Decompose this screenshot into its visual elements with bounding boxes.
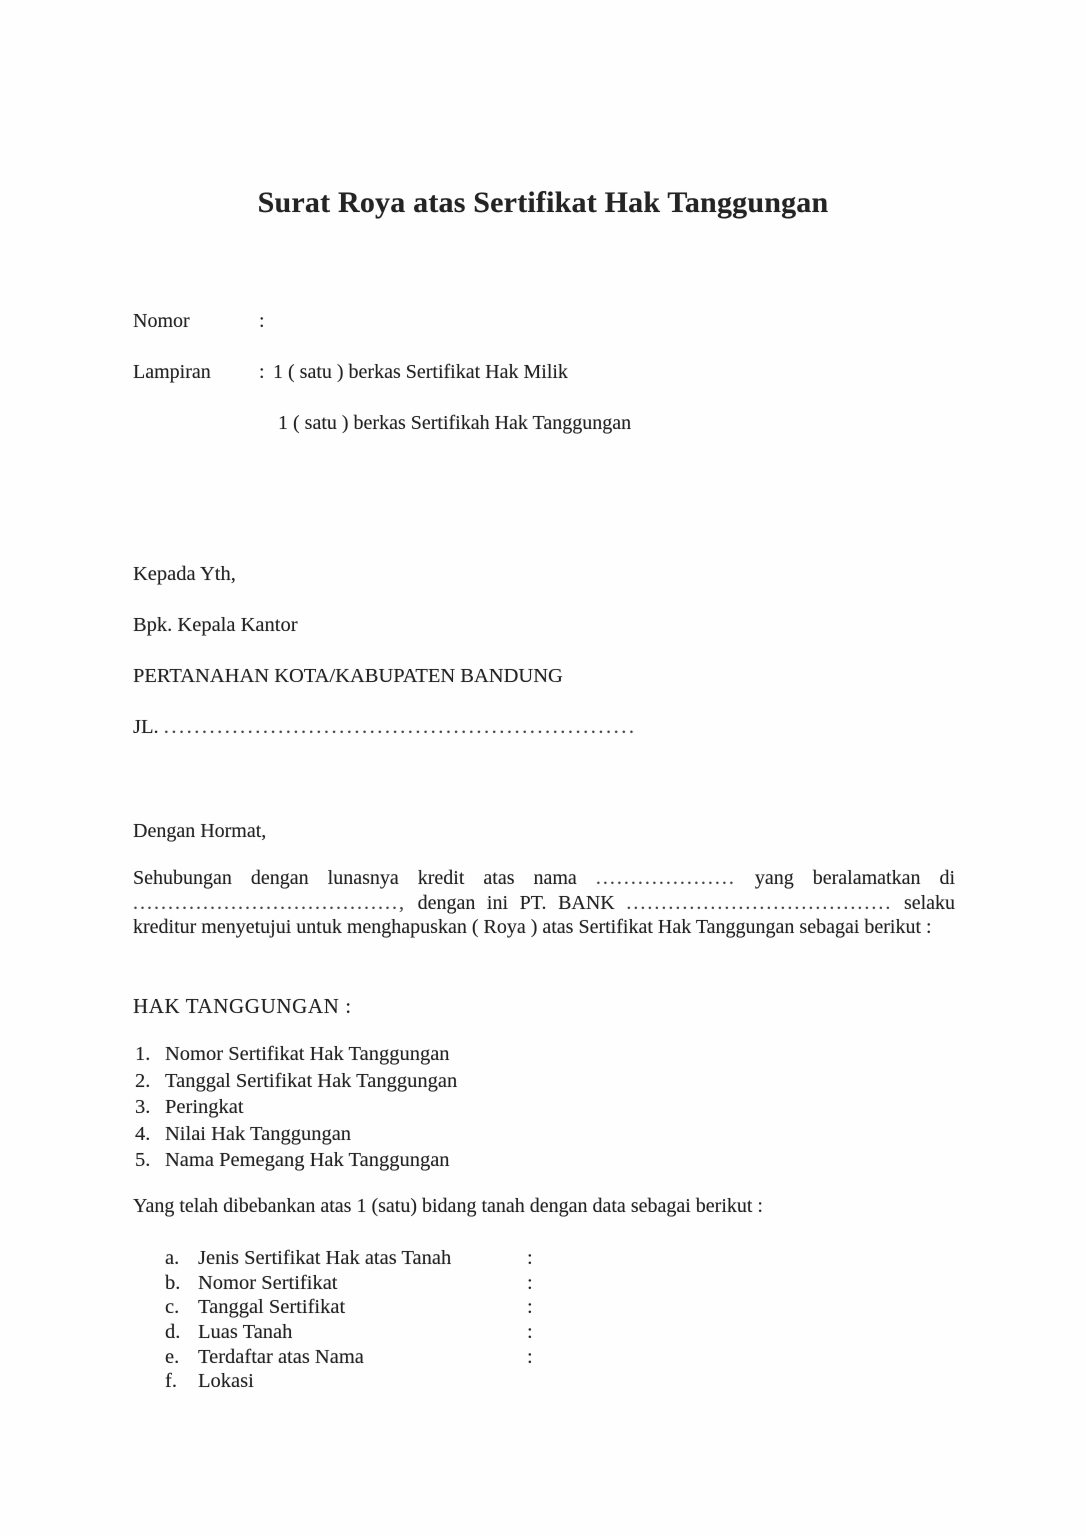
address-blank: ......................................, bbox=[133, 891, 406, 914]
list-item bbox=[135, 1149, 835, 1176]
nomor-label: Nomor bbox=[133, 310, 190, 332]
list-item bbox=[135, 1043, 835, 1070]
item-letter: a. bbox=[165, 1247, 180, 1269]
list-item bbox=[165, 1321, 685, 1346]
item-text: Tanggal Sertifikat Hak Tanggungan bbox=[165, 1069, 458, 1092]
land-data-list bbox=[165, 1247, 685, 1395]
document-title: Surat Roya atas Sertifikat Hak Tanggungan bbox=[257, 186, 829, 219]
item-separator: : bbox=[527, 1247, 533, 1269]
item-separator: : bbox=[527, 1296, 533, 1319]
land-data-intro: Yang telah dibebankan atas 1 (satu) bidang tanah dengan data sebagai berikut : bbox=[133, 1195, 763, 1217]
item-number: 3. bbox=[135, 1096, 151, 1119]
lampiran-separator: : bbox=[259, 361, 265, 383]
field-lampiran-line2 bbox=[278, 412, 963, 463]
street-blank-line: .............................................................. bbox=[163, 716, 637, 738]
nomor-separator: : bbox=[259, 310, 265, 332]
item-number: 4. bbox=[135, 1122, 151, 1145]
body-text-3: dengan ini PT. BANK bbox=[417, 891, 615, 914]
street-label: JL. bbox=[133, 716, 159, 738]
hak-tanggungan-heading: HAK TANGGUNGAN : bbox=[133, 994, 352, 1018]
list-item bbox=[165, 1346, 685, 1371]
salutation: Dengan Hormat, bbox=[133, 820, 267, 842]
body-text-4: selaku kreditur menyetujui untuk menghapuskan ( Roya ) atas Sertifikat Hak Tanggungan sebagai berikut : bbox=[133, 891, 956, 939]
recipient-block bbox=[133, 563, 963, 767]
body-paragraph bbox=[133, 866, 955, 940]
item-text: Luas Tanah bbox=[198, 1321, 293, 1344]
item-text: Tanggal Sertifikat bbox=[198, 1296, 346, 1319]
list-item bbox=[135, 1096, 835, 1123]
list-item bbox=[135, 1123, 835, 1150]
field-lampiran bbox=[133, 361, 963, 412]
list-item bbox=[135, 1070, 835, 1097]
item-number: 2. bbox=[135, 1069, 151, 1092]
bank-name-blank: ...................................... bbox=[626, 891, 893, 914]
list-item bbox=[165, 1296, 685, 1321]
item-number: 1. bbox=[135, 1043, 151, 1065]
recipient-line-3: PERTANAHAN KOTA/KABUPATEN BANDUNG bbox=[133, 665, 563, 687]
name-blank: .................... bbox=[595, 867, 736, 889]
item-separator: : bbox=[527, 1321, 533, 1344]
recipient-line-4 bbox=[133, 716, 963, 767]
lampiran-value-2: 1 ( satu ) berkas Sertifikah Hak Tanggungan bbox=[278, 412, 632, 434]
list-item bbox=[165, 1370, 685, 1395]
item-text: Nilai Hak Tanggungan bbox=[165, 1122, 352, 1145]
list-item bbox=[165, 1272, 685, 1297]
header-fields bbox=[133, 310, 963, 463]
body-text-2: yang beralamatkan di bbox=[754, 867, 956, 889]
item-letter: e. bbox=[165, 1345, 180, 1368]
item-text: Jenis Sertifikat Hak atas Tanah bbox=[198, 1247, 452, 1269]
item-text: Nomor Sertifikat Hak Tanggungan bbox=[165, 1043, 450, 1065]
item-text: Peringkat bbox=[165, 1096, 244, 1119]
item-letter: f. bbox=[165, 1370, 177, 1393]
item-text: Nama Pemegang Hak Tanggungan bbox=[165, 1149, 450, 1172]
list-item bbox=[165, 1247, 685, 1272]
recipient-line-2: Bpk. Kepala Kantor bbox=[133, 614, 298, 636]
item-text: Terdaftar atas Nama bbox=[198, 1345, 364, 1368]
hak-tanggungan-list bbox=[135, 1043, 835, 1176]
recipient-line-1: Kepada Yth, bbox=[133, 563, 236, 585]
field-nomor bbox=[133, 310, 963, 361]
item-separator: : bbox=[527, 1345, 533, 1368]
lampiran-label: Lampiran bbox=[133, 361, 211, 383]
item-text: Lokasi bbox=[198, 1370, 254, 1393]
item-letter: d. bbox=[165, 1321, 181, 1344]
lampiran-value-1: 1 ( satu ) berkas Sertifikat Hak Milik bbox=[273, 361, 568, 383]
item-letter: c. bbox=[165, 1296, 180, 1319]
item-letter: b. bbox=[165, 1271, 181, 1294]
body-text-1: Sehubungan dengan lunasnya kredit atas nama bbox=[133, 867, 577, 889]
item-separator: : bbox=[527, 1271, 533, 1294]
item-text: Nomor Sertifikat bbox=[198, 1271, 338, 1294]
item-number: 5. bbox=[135, 1149, 151, 1172]
